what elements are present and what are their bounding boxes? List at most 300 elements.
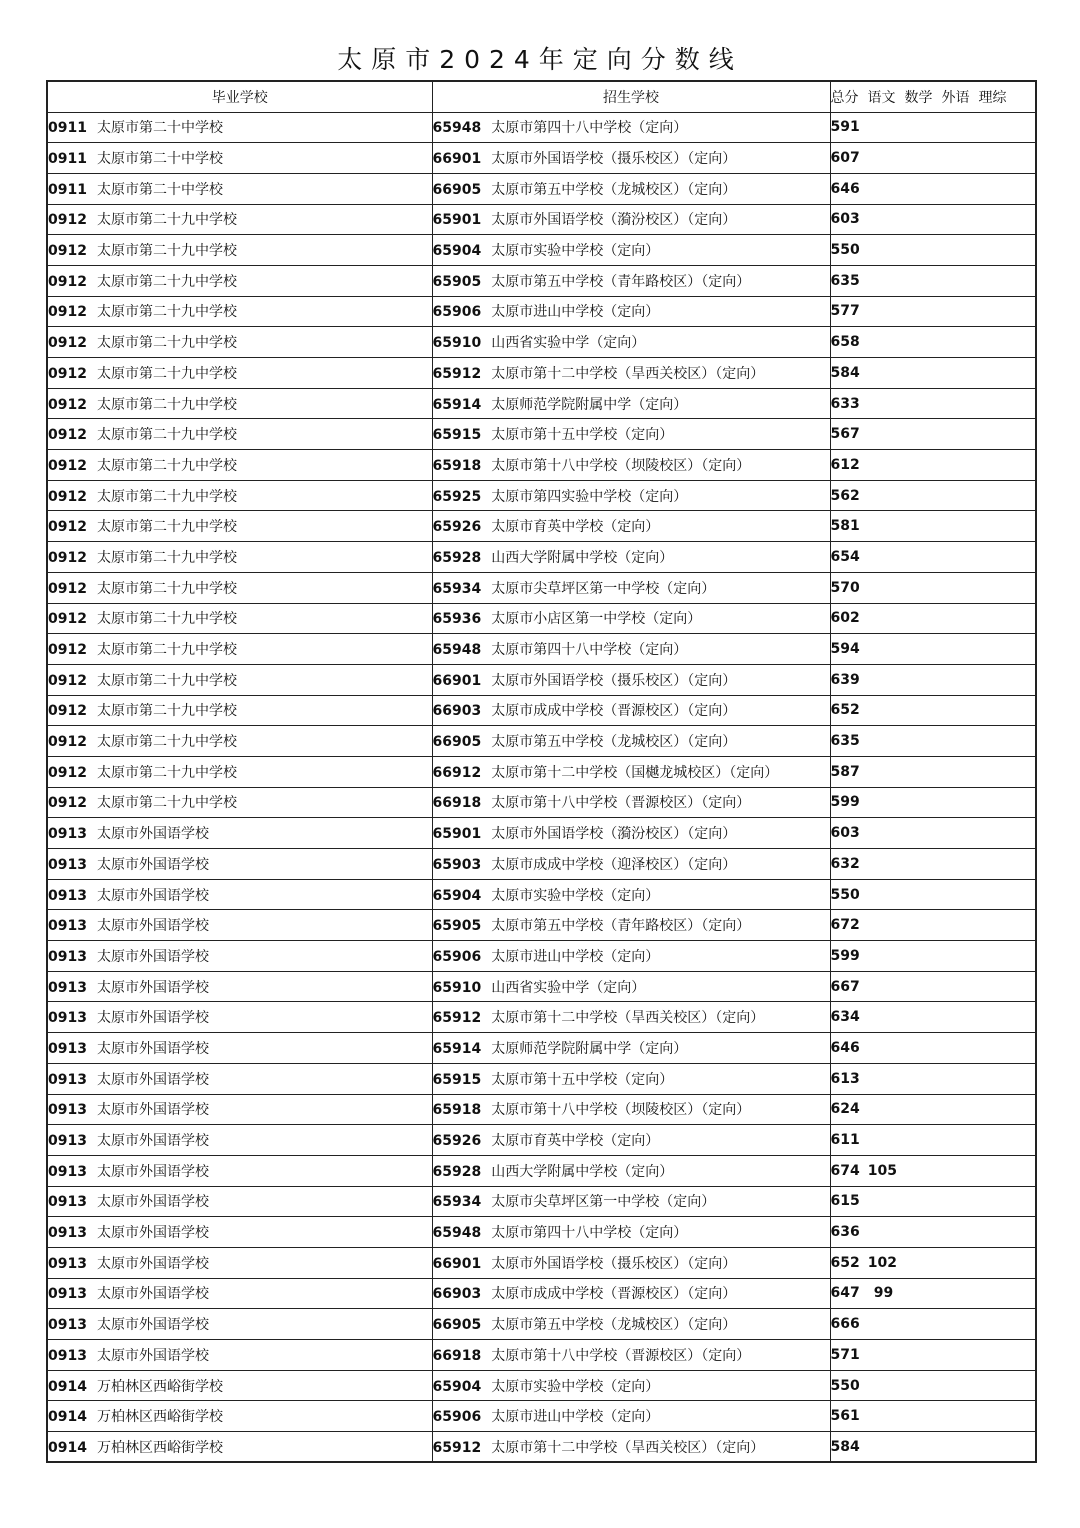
table-row <box>47 1309 1036 1340</box>
enroll-school-cell <box>432 1094 830 1125</box>
page-title: 太原市2024年定向分数线 <box>337 45 743 74</box>
total-score: 672 <box>830 917 860 934</box>
enroll-school-name: 太原市外国语学校（摄乐校区）（定向） <box>491 151 737 168</box>
enroll-school-name: 太原市第十五中学校（定向） <box>491 427 674 444</box>
graduate-school-cell <box>47 1401 432 1432</box>
table-row <box>47 235 1036 266</box>
graduate-school-code: 0913 <box>48 1163 87 1180</box>
enroll-school-code: 65948 <box>432 120 482 137</box>
total-score: 652 <box>830 702 860 719</box>
total-score: 654 <box>830 548 860 565</box>
enroll-school-name: 太原市实验中学校（定向） <box>491 887 660 904</box>
score-cell <box>830 756 1036 787</box>
total-score: 607 <box>830 150 860 167</box>
table-row <box>47 388 1036 419</box>
graduate-school-name: 太原市第二十中学校 <box>96 120 223 137</box>
total-score: 599 <box>830 947 860 964</box>
total-score: 599 <box>830 794 860 811</box>
enroll-school-name: 太原市育英中学校（定向） <box>491 1133 660 1150</box>
enroll-school-name: 太原师范学院附属中学（定向） <box>491 396 688 413</box>
graduate-school-cell <box>47 1432 432 1463</box>
enroll-school-name: 太原市第十二中学校（旱西关校区）（定向） <box>491 1439 765 1456</box>
enroll-school-name: 太原市外国语学校（摄乐校区）（定向） <box>491 672 737 689</box>
graduate-school-code: 0913 <box>48 948 87 965</box>
enroll-school-cell <box>432 971 830 1002</box>
enroll-school-cell <box>432 480 830 511</box>
table-row <box>47 1370 1036 1401</box>
graduate-school-cell <box>47 941 432 972</box>
table-row <box>47 450 1036 481</box>
enroll-school-code: 66901 <box>432 1255 482 1272</box>
enroll-school-cell <box>432 1340 830 1371</box>
enroll-school-cell <box>432 879 830 910</box>
graduate-school-cell <box>47 388 432 419</box>
graduate-school-code: 0913 <box>48 1347 87 1364</box>
table-header-row <box>47 81 1036 112</box>
graduate-school-name: 太原市外国语学校 <box>96 1102 209 1119</box>
graduate-school-code: 0914 <box>48 1439 87 1456</box>
enroll-school-name: 太原市第十二中学校（旱西关校区）（定向） <box>491 365 765 382</box>
graduate-school-name: 太原市第二十九中学校 <box>96 734 237 751</box>
table-row <box>47 542 1036 573</box>
total-score: 652 <box>830 1254 860 1271</box>
graduate-school-cell <box>47 358 432 389</box>
table-row <box>47 1401 1036 1432</box>
score-cell <box>830 849 1036 880</box>
enroll-school-cell <box>432 358 830 389</box>
table-row <box>47 173 1036 204</box>
enroll-school-name: 太原市第十二中学校（旱西关校区）（定向） <box>491 1010 765 1027</box>
total-score: 633 <box>830 395 860 412</box>
graduate-school-code: 0912 <box>48 519 87 536</box>
enroll-school-code: 65912 <box>432 1439 482 1456</box>
total-score: 646 <box>830 1039 860 1056</box>
graduate-school-name: 太原市外国语学校 <box>96 1317 209 1334</box>
graduate-school-name: 太原市第二十九中学校 <box>96 396 237 413</box>
total-score: 561 <box>830 1408 860 1425</box>
graduate-school-code: 0913 <box>48 1010 87 1027</box>
enroll-school-code: 65904 <box>432 243 482 260</box>
enroll-school-cell <box>432 143 830 174</box>
yuwen-score: 105 <box>867 1162 897 1179</box>
table-row <box>47 1094 1036 1125</box>
graduate-school-name: 万柏林区西峪街学校 <box>96 1439 223 1456</box>
graduate-school-name: 太原市外国语学校 <box>96 1133 209 1150</box>
graduate-school-cell <box>47 695 432 726</box>
graduate-school-code: 0913 <box>48 1102 87 1119</box>
score-cell <box>830 450 1036 481</box>
enroll-school-cell <box>432 511 830 542</box>
enroll-school-name: 太原市进山中学校（定向） <box>491 948 660 965</box>
graduate-school-cell <box>47 1247 432 1278</box>
enroll-school-code: 66905 <box>432 181 482 198</box>
enroll-school-name: 太原市第十八中学校（坝陵校区）（定向） <box>491 1102 751 1119</box>
score-cell <box>830 910 1036 941</box>
score-cell <box>830 1401 1036 1432</box>
enroll-school-name: 太原市第十五中学校（定向） <box>491 1071 674 1088</box>
score-cell <box>830 1125 1036 1156</box>
graduate-school-code: 0912 <box>48 764 87 781</box>
enroll-school-name: 山西省实验中学（定向） <box>491 335 646 352</box>
score-cell <box>830 1217 1036 1248</box>
enroll-school-name: 太原市外国语学校（漪汾校区）（定向） <box>491 826 737 843</box>
table-row <box>47 634 1036 665</box>
enroll-school-name: 太原市育英中学校（定向） <box>491 519 660 536</box>
total-score: 636 <box>830 1224 860 1241</box>
total-score: 634 <box>830 1009 860 1026</box>
enroll-school-code: 65906 <box>432 948 482 965</box>
enroll-school-name: 太原市第四十八中学校（定向） <box>491 1225 688 1242</box>
score-cell <box>830 358 1036 389</box>
score-cell <box>830 1002 1036 1033</box>
enroll-school-name: 太原市第五中学校（龙城校区）（定向） <box>491 734 737 751</box>
graduate-school-name: 太原市第二十九中学校 <box>96 642 237 659</box>
graduate-school-code: 0912 <box>48 243 87 260</box>
graduate-school-code: 0912 <box>48 396 87 413</box>
graduate-school-code: 0913 <box>48 918 87 935</box>
graduate-school-name: 太原市外国语学校 <box>96 1286 209 1303</box>
table-row <box>47 1217 1036 1248</box>
enroll-school-code: 65915 <box>432 1071 482 1088</box>
graduate-school-name: 太原市第二十九中学校 <box>96 335 237 352</box>
enroll-school-code: 66905 <box>432 734 482 751</box>
graduate-school-cell <box>47 1186 432 1217</box>
graduate-school-name: 太原市第二十九中学校 <box>96 795 237 812</box>
total-score: 603 <box>830 211 860 228</box>
enroll-school-cell <box>432 1278 830 1309</box>
score-cell <box>830 327 1036 358</box>
total-score: 550 <box>830 1377 860 1394</box>
enroll-school-name: 太原市外国语学校（漪汾校区）（定向） <box>491 212 737 229</box>
table-row <box>47 941 1036 972</box>
enroll-school-code: 65904 <box>432 887 482 904</box>
graduate-school-name: 太原市外国语学校 <box>96 826 209 843</box>
table-row <box>47 358 1036 389</box>
enroll-school-code: 65918 <box>432 457 482 474</box>
graduate-school-name: 太原市外国语学校 <box>96 1255 209 1272</box>
enroll-school-code: 65910 <box>432 979 482 996</box>
enroll-school-code: 65918 <box>432 1102 482 1119</box>
table-row <box>47 1278 1036 1309</box>
total-score: 639 <box>830 671 860 688</box>
total-score: 666 <box>830 1316 860 1333</box>
enroll-school-code: 65934 <box>432 580 482 597</box>
total-score: 658 <box>830 334 860 351</box>
enroll-school-name: 太原市进山中学校（定向） <box>491 1409 660 1426</box>
enroll-school-name: 太原市第十二中学校（国樾龙城校区）（定向） <box>491 764 779 781</box>
score-cell <box>830 1063 1036 1094</box>
graduate-school-cell <box>47 1309 432 1340</box>
enroll-school-cell <box>432 1432 830 1463</box>
graduate-school-code: 0911 <box>48 151 87 168</box>
graduate-school-name: 太原市第二十九中学校 <box>96 212 237 229</box>
enroll-school-cell <box>432 1186 830 1217</box>
graduate-school-code: 0913 <box>48 1286 87 1303</box>
score-cell <box>830 1340 1036 1371</box>
enroll-school-cell <box>432 296 830 327</box>
table-row <box>47 1247 1036 1278</box>
enroll-school-code: 65914 <box>432 1040 482 1057</box>
graduate-school-name: 太原市第二十九中学校 <box>96 611 237 628</box>
graduate-school-code: 0913 <box>48 1317 87 1334</box>
score-cell <box>830 787 1036 818</box>
enroll-school-name: 太原市第五中学校（龙城校区）（定向） <box>491 1317 737 1334</box>
score-cell <box>830 112 1036 143</box>
graduate-school-cell <box>47 450 432 481</box>
total-score: 584 <box>830 1438 860 1455</box>
score-cell <box>830 971 1036 1002</box>
total-score: 647 <box>830 1285 860 1302</box>
graduate-school-cell <box>47 143 432 174</box>
header-shuxue: 数学 <box>904 89 933 106</box>
graduate-school-cell <box>47 296 432 327</box>
graduate-school-cell <box>47 480 432 511</box>
table-row <box>47 1033 1036 1064</box>
graduate-school-code: 0912 <box>48 273 87 290</box>
graduate-school-code: 0911 <box>48 120 87 137</box>
graduate-school-name: 太原市第二十中学校 <box>96 181 223 198</box>
graduate-school-cell <box>47 818 432 849</box>
enroll-school-cell <box>432 1063 830 1094</box>
total-score: 550 <box>830 886 860 903</box>
score-cell <box>830 480 1036 511</box>
total-score: 646 <box>830 180 860 197</box>
table-row <box>47 327 1036 358</box>
table-row <box>47 1063 1036 1094</box>
graduate-school-cell <box>47 1278 432 1309</box>
table-row <box>47 204 1036 235</box>
yuwen-score: 102 <box>867 1254 897 1271</box>
enroll-school-code: 65912 <box>432 365 482 382</box>
table-row <box>47 480 1036 511</box>
graduate-school-cell <box>47 1217 432 1248</box>
graduate-school-code: 0912 <box>48 611 87 628</box>
graduate-school-code: 0911 <box>48 181 87 198</box>
graduate-school-name: 太原市第二十九中学校 <box>96 549 237 566</box>
enroll-school-cell <box>432 695 830 726</box>
enroll-school-name: 太原市第五中学校（青年路校区）（定向） <box>491 273 751 290</box>
score-cell <box>830 818 1036 849</box>
header-total: 总分 <box>830 89 859 106</box>
table-row <box>47 143 1036 174</box>
graduate-school-cell <box>47 756 432 787</box>
graduate-school-cell <box>47 726 432 757</box>
enroll-school-cell <box>432 1002 830 1033</box>
enroll-school-code: 65904 <box>432 1378 482 1395</box>
score-cell <box>830 941 1036 972</box>
enroll-school-code: 65910 <box>432 335 482 352</box>
total-score: 594 <box>830 641 860 658</box>
enroll-school-code: 66918 <box>432 1347 482 1364</box>
enroll-school-name: 太原市实验中学校（定向） <box>491 243 660 260</box>
score-cell <box>830 1432 1036 1463</box>
graduate-school-cell <box>47 235 432 266</box>
total-score: 587 <box>830 763 860 780</box>
graduate-school-cell <box>47 787 432 818</box>
enroll-school-cell <box>432 388 830 419</box>
score-cell <box>830 235 1036 266</box>
enroll-school-name: 太原市进山中学校（定向） <box>491 304 660 321</box>
enroll-school-name: 太原市第十八中学校（晋源校区）（定向） <box>491 1347 751 1364</box>
enroll-school-name: 太原市第十八中学校（晋源校区）（定向） <box>491 795 751 812</box>
graduate-school-name: 太原市第二十九中学校 <box>96 672 237 689</box>
enroll-school-cell <box>432 419 830 450</box>
graduate-school-cell <box>47 1125 432 1156</box>
total-score: 570 <box>830 579 860 596</box>
enroll-school-name: 山西大学附属中学校（定向） <box>491 1163 674 1180</box>
enroll-school-code: 65905 <box>432 918 482 935</box>
graduate-school-name: 太原市第二十九中学校 <box>96 457 237 474</box>
total-score: 571 <box>830 1346 860 1363</box>
score-cell <box>830 296 1036 327</box>
enroll-school-code: 65914 <box>432 396 482 413</box>
enroll-school-code: 65906 <box>432 304 482 321</box>
enroll-school-code: 66918 <box>432 795 482 812</box>
graduate-school-code: 0913 <box>48 856 87 873</box>
graduate-school-name: 太原市外国语学校 <box>96 948 209 965</box>
total-score: 584 <box>830 364 860 381</box>
graduate-school-cell <box>47 1370 432 1401</box>
enroll-school-cell <box>432 726 830 757</box>
enroll-school-cell <box>432 603 830 634</box>
table-row <box>47 1125 1036 1156</box>
enroll-school-cell <box>432 1309 830 1340</box>
graduate-school-name: 太原市第二十九中学校 <box>96 273 237 290</box>
enroll-school-code: 65948 <box>432 642 482 659</box>
header-lizong: 理综 <box>978 89 1007 106</box>
graduate-school-code: 0913 <box>48 1194 87 1211</box>
table-row <box>47 511 1036 542</box>
table-row <box>47 910 1036 941</box>
graduate-school-cell <box>47 1033 432 1064</box>
graduate-school-name: 万柏林区西峪街学校 <box>96 1378 223 1395</box>
graduate-school-cell <box>47 112 432 143</box>
enroll-school-name: 太原师范学院附属中学（定向） <box>491 1040 688 1057</box>
enroll-school-cell <box>432 941 830 972</box>
enroll-school-cell <box>432 756 830 787</box>
enroll-school-code: 66901 <box>432 151 482 168</box>
enroll-school-name: 太原市成成中学校（迎泽校区）（定向） <box>491 856 737 873</box>
enroll-school-cell <box>432 787 830 818</box>
total-score: 624 <box>830 1101 860 1118</box>
table-row <box>47 664 1036 695</box>
total-score: 581 <box>830 518 860 535</box>
total-score: 577 <box>830 303 860 320</box>
graduate-school-cell <box>47 849 432 880</box>
graduate-school-code: 0912 <box>48 642 87 659</box>
score-cell <box>830 695 1036 726</box>
enroll-school-code: 65928 <box>432 549 482 566</box>
table-row <box>47 112 1036 143</box>
score-cell <box>830 1033 1036 1064</box>
graduate-school-code: 0912 <box>48 365 87 382</box>
graduate-school-code: 0913 <box>48 1255 87 1272</box>
graduate-school-name: 太原市外国语学校 <box>96 887 209 904</box>
graduate-school-name: 太原市外国语学校 <box>96 1010 209 1027</box>
graduate-school-code: 0912 <box>48 457 87 474</box>
enroll-school-cell <box>432 818 830 849</box>
enroll-school-code: 65926 <box>432 1133 482 1150</box>
enroll-school-code: 65905 <box>432 273 482 290</box>
enroll-school-cell <box>432 450 830 481</box>
graduate-school-name: 太原市第二十九中学校 <box>96 365 237 382</box>
enroll-school-name: 太原市第十八中学校（坝陵校区）（定向） <box>491 457 751 474</box>
graduate-school-code: 0914 <box>48 1378 87 1395</box>
graduate-school-name: 太原市外国语学校 <box>96 979 209 996</box>
graduate-school-name: 太原市外国语学校 <box>96 1194 209 1211</box>
table-row <box>47 726 1036 757</box>
enroll-school-cell <box>432 664 830 695</box>
total-score: 613 <box>830 1070 860 1087</box>
total-score: 635 <box>830 733 860 750</box>
graduate-school-code: 0912 <box>48 488 87 505</box>
graduate-school-code: 0912 <box>48 304 87 321</box>
enroll-school-name: 太原市成成中学校（晋源校区）（定向） <box>491 1286 737 1303</box>
table-row <box>47 1432 1036 1463</box>
graduate-school-code: 0912 <box>48 212 87 229</box>
score-cell <box>830 419 1036 450</box>
graduate-school-name: 太原市外国语学校 <box>96 918 209 935</box>
graduate-school-cell <box>47 910 432 941</box>
table-row <box>47 1340 1036 1371</box>
score-cell <box>830 664 1036 695</box>
graduate-school-name: 太原市外国语学校 <box>96 1163 209 1180</box>
header-graduate-school: 毕业学校 <box>47 81 432 112</box>
table-row <box>47 879 1036 910</box>
enroll-school-cell <box>432 1247 830 1278</box>
total-score: 603 <box>830 825 860 842</box>
graduate-school-cell <box>47 1063 432 1094</box>
enroll-school-code: 65906 <box>432 1409 482 1426</box>
table-row <box>47 849 1036 880</box>
enroll-school-code: 65912 <box>432 1010 482 1027</box>
table-row <box>47 1186 1036 1217</box>
graduate-school-code: 0913 <box>48 1040 87 1057</box>
enroll-school-code: 66903 <box>432 1286 482 1303</box>
graduate-school-name: 太原市第二十九中学校 <box>96 519 237 536</box>
total-score: 635 <box>830 272 860 289</box>
enroll-school-code: 66905 <box>432 1317 482 1334</box>
graduate-school-cell <box>47 664 432 695</box>
total-score: 632 <box>830 855 860 872</box>
table-row <box>47 572 1036 603</box>
score-cell <box>830 173 1036 204</box>
graduate-school-cell <box>47 173 432 204</box>
graduate-school-cell <box>47 542 432 573</box>
enroll-school-code: 66901 <box>432 672 482 689</box>
table-row <box>47 296 1036 327</box>
score-cell <box>830 1309 1036 1340</box>
graduate-school-code: 0913 <box>48 1133 87 1150</box>
graduate-school-cell <box>47 1155 432 1186</box>
total-score: 562 <box>830 487 860 504</box>
score-cell <box>830 1155 1036 1186</box>
table-row <box>47 756 1036 787</box>
score-cell <box>830 511 1036 542</box>
score-cell <box>830 603 1036 634</box>
score-cell <box>830 204 1036 235</box>
enroll-school-name: 太原市外国语学校（摄乐校区）（定向） <box>491 1255 737 1272</box>
score-cell <box>830 542 1036 573</box>
score-cell <box>830 572 1036 603</box>
graduate-school-name: 太原市第二十九中学校 <box>96 703 237 720</box>
graduate-school-cell <box>47 971 432 1002</box>
graduate-school-name: 太原市第二十九中学校 <box>96 304 237 321</box>
graduate-school-name: 太原市外国语学校 <box>96 1071 209 1088</box>
graduate-school-cell <box>47 511 432 542</box>
score-cell <box>830 726 1036 757</box>
total-score: 611 <box>830 1132 860 1149</box>
